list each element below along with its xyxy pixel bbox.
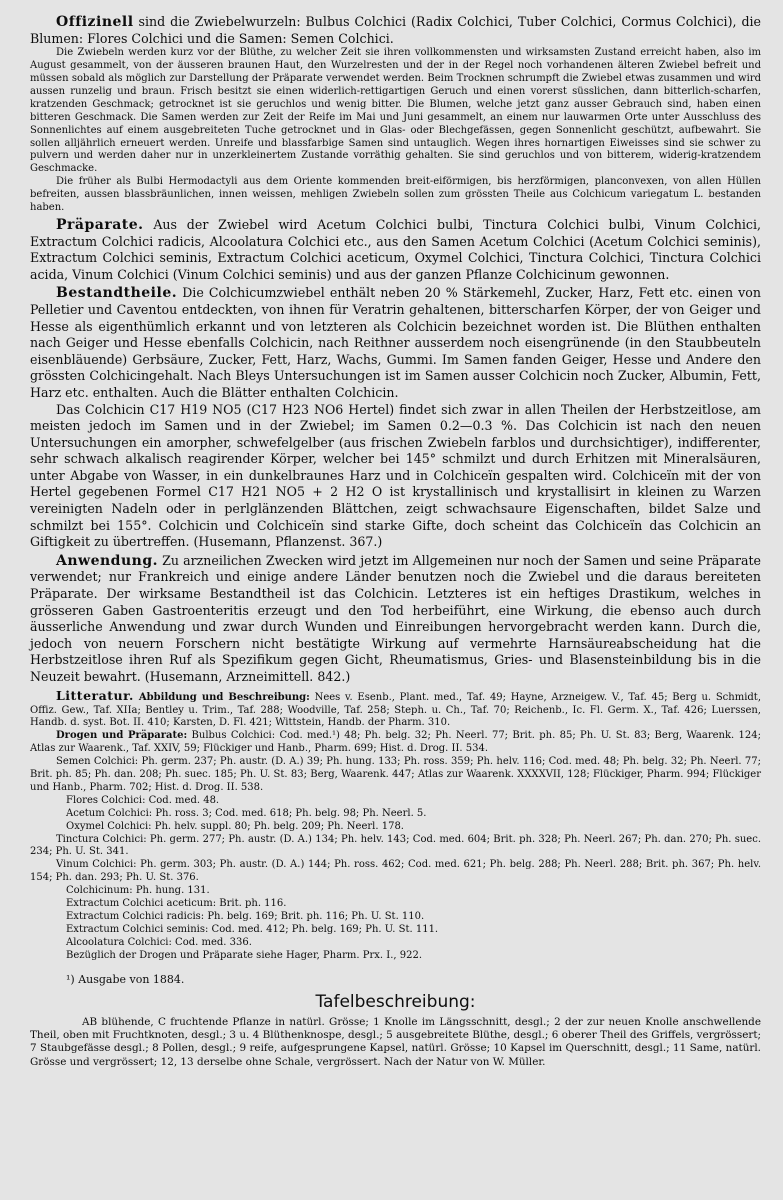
litteratur-subhead: Abbildung und Beschreibung: <box>133 691 310 703</box>
paragraph-offizinell <box>30 14 761 47</box>
list-item: Bezüglich der Drogen und Präparate siehe Hager, Pharm. Prx. I., 922. <box>66 949 423 961</box>
litteratur-drogen <box>30 730 761 756</box>
section-head-praeparate: Präparate. <box>56 216 144 233</box>
litteratur-list <box>30 756 761 963</box>
section-head-bestandtheile: Bestandtheile. <box>56 285 178 302</box>
paragraph-litteratur <box>30 687 761 731</box>
list-item: Vinum Colchici: Ph. germ. 303; Ph. austr. (D. A.) 144; Ph. ross. 462; Cod. med. 621; Ph. belg. 288; Ph. Neerl. 288; Brit. ph. 367; Ph. helv. 154; Ph. dan. 293; Ph. U. St. 376. <box>30 859 761 884</box>
paragraph-bestandtheile <box>30 285 761 401</box>
list-item: Oxymel Colchici: Ph. helv. suppl. 80; Ph. belg. 209; Ph. Neerl. 178. <box>66 820 404 832</box>
paragraph-anwendung <box>30 553 761 686</box>
drogen-head: Drogen und Präparate: <box>56 730 188 742</box>
paragraph-zwiebeln: Die Zwiebeln werden kurz vor der Blüthe, zu welcher Zeit sie ihren vollkommensten und wirksamsten Zustand erreicht haben, also im August gesammelt, von der äusseren braunen Haut, den Wurzelresten und der in der Regel noch vorhandenen älteren Zwiebel befreit und müssen sobald als möglich zur Darstellung der Präparate verwendet werden. Beim Trocknen schrumpft die Zwiebel etwas zusammen und wird aussen runzelig und braun. Frisch besitzt sie einen widerlich-rettigartigen Geruch und einen vorerst süsslichen, dann bitterlich-scharfen, kratzenden Geschmack; getrocknet ist sie geruchlos und wenig bitter. Die Blumen, welche jetzt ganz ausser Gebrauch sind, haben einen bitteren Geschmack. Die Samen werden zur Zeit der Reife im Mai und Juni gesammelt, an einem nur lauwarmen Orte unter Ausschluss des Sonnenlichtes auf einem ausgebreiteten Tuche getrocknet und in Glas- oder Blechgefässen, gegen Sonnenlicht geschützt, aufbewahrt. Sie sollen alljährlich erneuert werden. Unreife und blassfarbige Samen sind untauglich. Wegen ihres hornartigen Eiweisses sind sie schwer zu pulvern und werden daher nur in unzerkleinertem Zustande vorräthig gehalten. Sie sind geruchlos und von bitterem, widerig-kratzendem Geschmacke. <box>30 47 761 175</box>
list-item: Extractum Colchici aceticum: Brit. ph. 116. <box>66 898 287 910</box>
list-item: Acetum Colchici: Ph. ross. 3; Cod. med. 618; Ph. belg. 98; Ph. Neerl. 5. <box>66 807 427 819</box>
tafel-title: Tafelbeschreibung: <box>315 991 476 1012</box>
praeparate-text: Aus der Zwiebel wird Acetum Colchici bulbi, Tinctura Colchici bulbi, Vinum Colchici, Extractum Colchici radicis, Alcoolatura Colchici etc., aus den Samen Acetum Colchici (Acetum Colchici seminis), Extractum Colchici seminis, Extractum Colchici aceticum, Oxymel Colchici, Tinctura Colchici, Tinctura Colchici acida, Vinum Colchici (Vinum Colchici seminis) und aus der ganzen Pflanze Colchicinum gewonnen. <box>30 216 761 282</box>
list-item: Flores Colchici: Cod. med. 48. <box>66 794 220 806</box>
list-item: Alcoolatura Colchici: Cod. med. 336. <box>66 936 252 948</box>
section-head-offizinell: Offizinell <box>56 14 134 30</box>
paragraph-hermodactyli: Die früher als Bulbi Hermodactyli aus dem Oriente kommenden breit-eiförmigen, bis herzförmigen, planconvexen, von allen Hüllen befreiten, aussen blassbräunlichen, innen weissen, mehligen Zwiebeln sollen zum grössten Theile aus Colchicum variegatum L. bestanden haben. <box>30 176 761 214</box>
paragraph-praeparate <box>30 217 761 283</box>
list-item: Semen Colchici: Ph. germ. 237; Ph. austr. (D. A.) 39; Ph. hung. 133; Ph. ross. 359; Ph. helv. 116; Cod. med. 48; Ph. belg. 32; Ph. Neerl. 77; Brit. ph. 85; Ph. dan. 208; Ph. suec. 185; Ph. U. St. 83; Berg, Waarenk. 447; Atlas zur Waarenk. XXXXVII, 128; Flückiger, Pharm. 994; Flückiger und Hanb., Pharm. 702; Hist. d. Drog. II. 538. <box>30 756 761 793</box>
list-item: Extractum Colchici radicis: Ph. belg. 169; Brit. ph. 116; Ph. U. St. 110. <box>66 911 425 922</box>
list-item: Colchicinum: Ph. hung. 131. <box>66 885 210 897</box>
list-item: Extractum Colchici seminis: Cod. med. 412; Ph. belg. 169; Ph. U. St. 111. <box>66 923 439 935</box>
offizinell-text: sind die Zwiebelwurzeln: Bulbus Colchici (Radix Colchici, Tuber Colchici, Cormus Colchici), die Blumen: Flores Colchici und die Samen: Semen Colchici. <box>30 14 761 46</box>
anwendung-text: Zu arzneilichen Zwecken wird jetzt im Allgemeinen nur noch der Samen und seine Präparate verwendet; nur Frankreich und einige andere Länder benutzen noch die Zwiebel und die daraus bereiteten Präparate. Der wirksame Bestandtheil ist das Colchicin. Letzteres ist ein heftiges Drastikum, welches in grösseren Gaben Gastroenteritis erzeugt und den Tod herbeiführt, eine Wirkung, die ebenso auch durch äusserliche Anwendung und zwar durch Wunden und Einreibungen hervorgebracht werden kann. Durch die, jedoch von neuern Forschern nicht bestätigte Wirkung auf vermehrte Harnsäureabscheidung hat die Herbstzeitlose ihren Ruf als Spezifikum gegen Gicht, Rheumatismus, Gries- und Blasensteinbildung bis in die Neuzeit bewahrt. (Husemann, Arzneimittell. 842.) <box>30 552 761 684</box>
section-head-anwendung: Anwendung. <box>56 552 158 569</box>
litteratur-text: Nees v. Esenb., Plant. med., Taf. 49; Hayne, Arzneigew. V., Taf. 45; Berg u. Schmidt, Offiz. Gew., Taf. XIIa; Bentley u. Trim., Taf. 288; Woodville, Taf. 258; Steph. u. Ch., Taf. 70; Reichenb., Ic. Fl. Germ. X., Taf. 426; Luerssen, Handb. d. syst. Bot. II. 410; Karsten, D. Fl. 421; Wittstein, Handb. der Pharm. 310. <box>30 691 761 729</box>
tafel-description: AB blühende, C fruchtende Pflanze in natürl. Grösse; 1 Knolle im Längsschnitt, desgl.; 2 der zur neuen Knolle anschwellende Theil, oben mit Fruchtknoten, desgl.; 3 u. 4 Blüthenknospe, desgl.; 5 ausgebreitete Blüthe, desgl.; 6 oberer Theil des Griffels, vergrössert; 7 Staubgefässe desgl.; 8 Pollen, desgl.; 9 reife, aufgesprungene Kapsel, natürl. Grösse; 10 Kapsel im Querschnitt, desgl.; 11 Same, natürl. Grösse und vergrössert; 12, 13 derselbe ohne Schale, vergrössert. Nach der Natur von W. Müller. <box>30 1015 761 1068</box>
paragraph-colchicin: Das Colchicin C17 H19 NO5 (C17 H23 NO6 Hertel) findet sich zwar in allen Theilen der Herbstzeitlose, am meisten jedoch im Samen und in der Zwiebel; im Samen 0.2—0.3 %. Das Colchicin ist nach den neuen Untersuchungen ein amorpher, schwefelgelber (aus frischen Zwiebeln farblos und durchsichtiger), indifferenter, sehr schwach alkalisch reagirender Körper, welcher bei 145° schmilzt und durch Erhitzen mit Mineralsäuren, unter Abgabe von Wasser, in ein dunkelbraunes Harz und in Colchiceïn gespalten wird. Colchiceïn mit der von Hertel gegebenen Formel C17 H21 NO5 + 2 H2 O ist krystallinisch und krystallisirt in kleinen zu Warzen vereinigten Nadeln oder in perlglänzenden Blättchen, zeigt schwachsaure Eigenschaften, bildet Salze und schmilzt bei 155°. Colchicin und Colchiceïn sind starke Gifte, doch scheint das Colchiceïn das Colchicin an Giftigkeit zu übertreffen. (Husemann, Pflanzenst. 367.) <box>30 401 761 550</box>
section-head-litteratur: Litteratur. <box>56 687 134 703</box>
drogen-text: Bulbus Colchici: Cod. med.¹) 48; Ph. belg. 32; Ph. Neerl. 77; Brit. ph. 85; Ph. U. St. 83; Berg, Waarenk. 124; Atlas zur Waarenk., Taf. XXIV, 59; Flückiger und Hanb., Pharm. 699; Hist. d. Drog. II. 534. <box>30 730 761 755</box>
footnote: ¹) Ausgabe von 1884. <box>66 972 185 986</box>
bestandtheile-text: Die Colchicumzwiebel enthält neben 20 % Stärkemehl, Zucker, Harz, Fett etc. einen von Pelletier und Caventou entdeckten, von ihnen für Veratrin gehaltenen, bitterscharfen Körper, der von Geiger und Hesse als eigenthümlich erkannt und von letzteren als Colchicin bezeichnet worden ist. Die Blüthen enthalten nach Geiger und Hesse ebenfalls Colchicin, nach Reithner ausserdem noch eisengrünende (in den Staubbeuteln eisenbläuende) Gerbsäure, Zucker, Fett, Harz, Wachs, Gummi. Im Samen fanden Geiger, Hesse und Andere den grössten Colchicingehalt. Nach Bleys Untersuchungen ist im Samen ausser Colchicin noch Zucker, Albumin, Fett, Harz etc. enthalten. Auch die Blätter enthalten Colchicin. <box>30 285 761 400</box>
list-item: Tinctura Colchici: Ph. germ. 277; Ph. austr. (D. A.) 134; Ph. helv. 143; Cod. med. 604; Brit. ph. 328; Ph. Neerl. 267; Ph. dan. 270; Ph. suec. 234; Ph. U. St. 341. <box>30 833 761 858</box>
